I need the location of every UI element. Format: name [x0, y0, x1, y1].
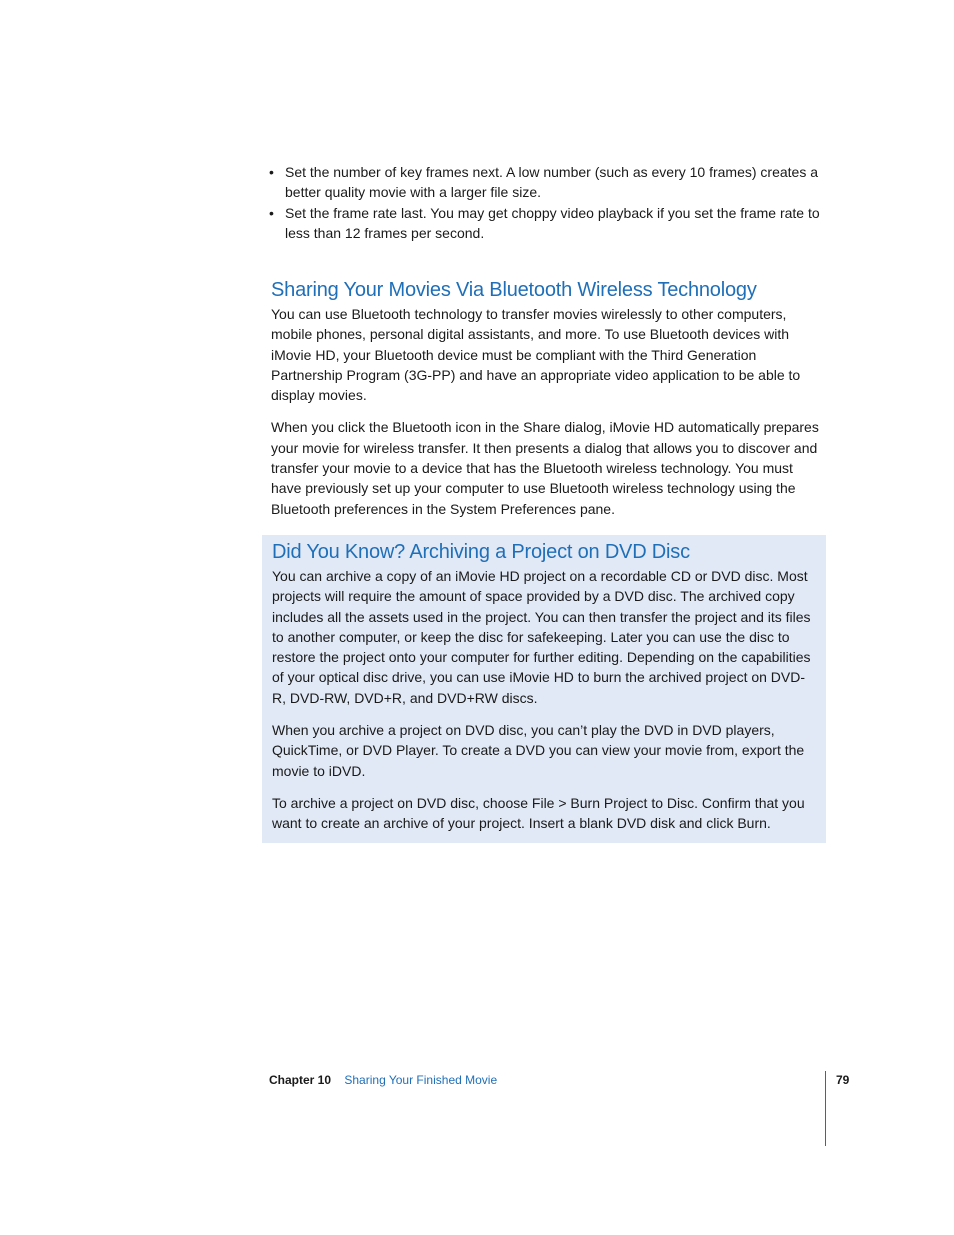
- page-number: 79: [836, 1073, 850, 1087]
- paragraph: To archive a project on DVD disc, choose File > Burn Project to Disc. Confirm that you want to create an archive of your project. Insert a blank DVD disk and click Burn.: [272, 794, 805, 832]
- bullet-text: Set the number of key frames next. A low number (such as every 10 frames) creates a better quality movie with a larger file size.: [285, 164, 819, 201]
- paragraph: You can use Bluetooth technology to transfer movies wirelessly to other computers, mobile phones, personal digital assistants, and more. To use Bluetooth devices with iMovie HD, your Bluetooth device must be compliant with the Third Generation Partnership Program (3G-PP) and have an appropriate video application to be able to display movies.: [271, 306, 801, 404]
- bullet-list: [269, 162, 825, 243]
- sidebar-heading: Did You Know? Archiving a Project on DVD Disc: [272, 541, 690, 563]
- paragraph: When you click the Bluetooth icon in the Share dialog, iMovie HD automatically prepares your movie for wireless transfer. It then presents a dialog that allows you to discover and transfer your movie to a device that has the Bluetooth wireless technology. You must have previously set up your computer to use Bluetooth wireless technology using the Bluetooth preferences in the System Preferences pane.: [271, 419, 819, 517]
- page-footer: [269, 1071, 497, 1089]
- list-item: [269, 162, 825, 203]
- paragraph: You can archive a copy of an iMovie HD project on a recordable CD or DVD disc. Most projects will require the amount of space provided by a DVD disc. The archived copy includes all the assets used in the project. You can then transfer the project and its files to another computer, or keep the disc for safekeeping. Later you can use the disc to restore the project onto your computer for further editing. Depending on the capabilities of your optical disc drive, you can use iMovie HD to burn the archived project on DVD-R, DVD-RW, DVD+R, and DVD+RW discs.: [272, 568, 811, 706]
- bullet-text: Set the frame rate last. You may get choppy video playback if you set the frame rate to less than 12 frames per second.: [285, 204, 820, 241]
- chapter-title: Sharing Your Finished Movie: [344, 1073, 498, 1087]
- bluetooth-section: [271, 277, 819, 531]
- did-you-know-sidebar: [262, 535, 826, 843]
- bullet-glyph: •: [269, 164, 274, 180]
- section-heading: Sharing Your Movies Via Bluetooth Wireless Technology: [271, 279, 757, 301]
- footer-divider: [825, 1071, 826, 1146]
- list-item: [269, 203, 825, 244]
- chapter-label: Chapter 10: [269, 1073, 332, 1087]
- paragraph: When you archive a project on DVD disc, you can’t play the DVD in DVD players, QuickTime, or DVD Player. To create a DVD you can view your movie from, export the movie to iDVD.: [272, 722, 805, 779]
- bullet-glyph: •: [269, 204, 274, 221]
